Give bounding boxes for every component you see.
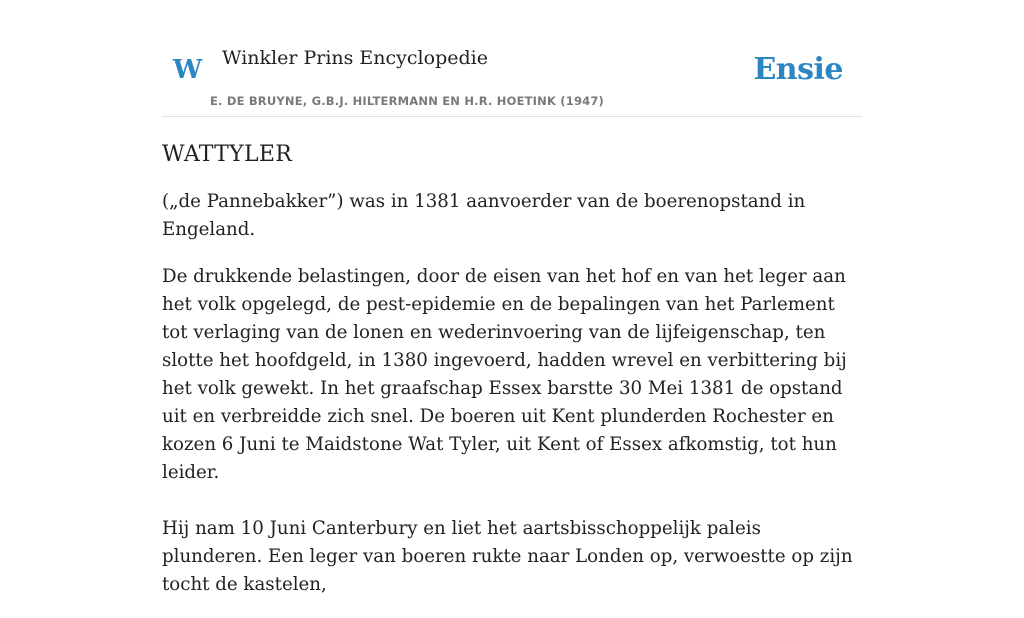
article-paragraph: Hij nam 10 Juni Canterbury en liet het aartsbisschoppelijk paleis plunderen. Een leger van boeren rukte naar Londen op, verwoestte op zijn tocht de kastelen,	[162, 518, 853, 595]
brand-logo[interactable]: Ensie	[753, 52, 843, 87]
article-paragraph: De drukkende belastingen, door de eisen van het hof en van het leger aan het volk opgelegd, de pest-epidemie en de bepalingen van het Parlement tot verlaging van de lonen en wederinvoering van de lijfeigenschap, ten slotte het hoofdgeld, in 1380 ingevoerd, hadden wrevel en verbittering bij het volk gewekt. In het graafschap Essex barstte 30 Mei 1381 de opstand uit en verbreidde zich snel. De boeren uit Kent plunderden Rochester en kozen 6 Juni te Maidstone Wat Tyler, uit Kent of Essex afkomstig, tot hun leider.	[162, 266, 847, 483]
article-title: WATTYLER	[162, 142, 293, 167]
source-logo-icon[interactable]: W	[173, 55, 203, 85]
source-authors: E. DE BRUYNE, G.B.J. HILTERMANN EN H.R. HOETINK (1947)	[210, 94, 605, 108]
source-title-link[interactable]: Winkler Prins Encyclopedie	[222, 47, 488, 69]
article-body	[162, 136, 862, 618]
article-paragraph: („de Pannebakker”) was in 1381 aanvoerder van de boerenopstand in Engeland.	[162, 191, 806, 240]
source-header	[162, 0, 862, 117]
